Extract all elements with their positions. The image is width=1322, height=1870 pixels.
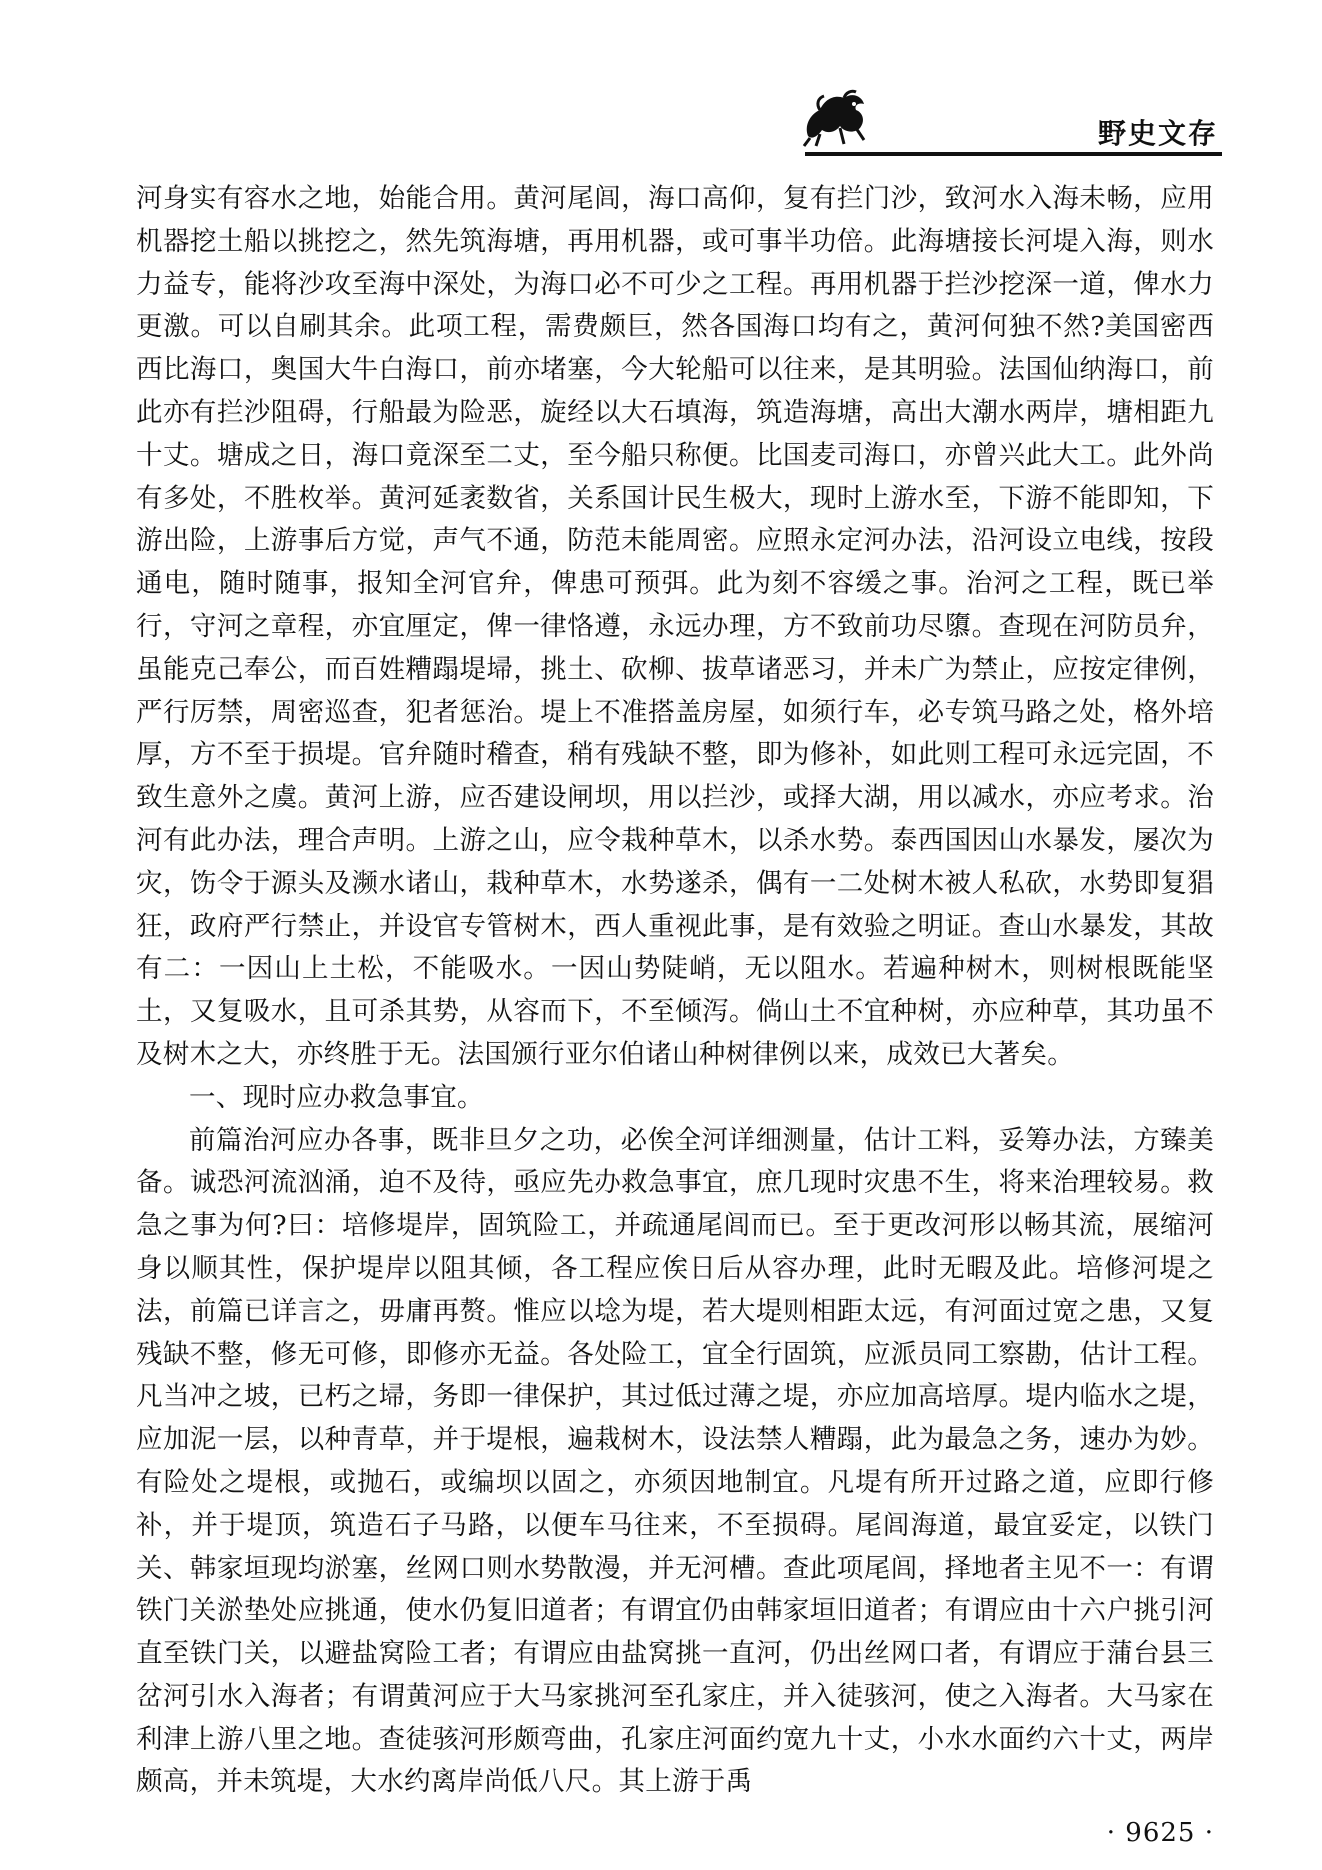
dragon-icon: [800, 88, 870, 150]
page-body: [136, 178, 1214, 1804]
header-rule: [805, 152, 1222, 156]
section-heading: 一、现时应办救急事宜。: [189, 1081, 484, 1113]
paragraph: 前篇治河应办各事，既非旦夕之功，必俟全河详细测量，估计工料，妥筹办法，方臻美备。诚恐河流汹涌，迫不及待，亟应先办救急事宜，庶几现时灾患不生，将来治理较易。救急之事为何?曰：培修堤岸，固筑险工，并疏通尾闾而已。至于更改河形以畅其流，展缩河身以顺其性，保护堤岸以阻其倾，各工程应俟日后从容办理，此时无暇及此。培修河堤之法，前篇已详言之，毋庸再赘。惟应以埝为堤，若大堤则相距太远，有河面过宽之患，又复残缺不整，修无可修，即修亦无益。各处险工，宜全行固筑，应派员同工察勘，估计工程。凡当冲之坡，已朽之埽，务即一律保护，其过低过薄之堤，亦应加高培厚。堤内临水之堤，应加泥一层，以种青草，并于堤根，遍栽树木，设法禁人糟蹋，此为最急之务，速办为妙。有险处之堤根，或抛石，或编坝以固之，亦须因地制宜。凡堤有所开过路之道，应即行修补，并于堤顶，筑造石子马路，以便车马往来，不至损碍。尾闾海道，最宜妥定，以铁门关、韩家垣现均淤塞，丝网口则水势散漫，并无河槽。查此项尾闾，择地者主见不一：有谓铁门关淤垫处应挑通，使水仍复旧道者；有谓宜仍由韩家垣旧道者；有谓应由十六户挑引河直至铁门关，以避盐窝险工者；有谓应由盐窝挑一直河，仍出丝网口者，有谓应于蒲台县三岔河引水入海者；有谓黄河应于大马家挑河至孔家庄，并入徒骇河，使之入海者。大马家在利津上游八里之地。查徒骇河形颇弯曲，孔家庄河面约宽九十丈，小水水面约六十丈，两岸颇高，并未筑堤，大水约离岸尚低八尺。其上游于禹: [136, 1124, 1214, 1798]
paragraph: 河身实有容水之地，始能合用。黄河尾闾，海口高仰，复有拦门沙，致河水入海未畅，应用机器挖土船以挑挖之，然先筑海塘，再用机器，或可事半功倍。此海塘接长河堤入海，则水力益专，能将沙攻至海中深处，为海口必不可少之工程。再用机器于拦沙挖深一道，俾水力更激。可以自刷其余。此项工程，需费颇巨，然各国海口均有之，黄河何独不然?美国密西西比海口，奥国大牛白海口，前亦堵塞，今大轮船可以往来，是其明验。法国仙纳海口，前此亦有拦沙阻碍，行船最为险恶，旋经以大石填海，筑造海塘，高出大潮水两岸，塘相距九十丈。塘成之日，海口竟深至二丈，至今船只称便。比国麦司海口，亦曾兴此大工。此外尚有多处，不胜枚举。黄河延袤数省，关系国计民生极大，现时上游水至，下游不能即知，下游出险，上游事后方觉，声气不通，防范未能周密。应照永定河办法，沿河设立电线，按段通电，随时随事，报知全河官弁，俾患可预弭。此为刻不容缓之事。治河之工程，既已举行，守河之章程，亦宜厘定，俾一律恪遵，永远办理，方不致前功尽隳。查现在河防员弁，虽能克己奉公，而百姓糟蹋堤埽，挑土、砍柳、拔草诸恶习，并未广为禁止，应按定律例，严行厉禁，周密巡查，犯者惩治。堤上不准搭盖房屋，如须行车，必专筑马路之处，格外培厚，方不至于损堤。官弁随时稽查，稍有残缺不整，即为修补，如此则工程可永远完固，不致生意外之虞。黄河上游，应否建设闸坝，用以拦沙，或择大湖，用以减水，亦应考求。治河有此办法，理合声明。上游之山，应令栽种草木，以杀水势。泰西国因山水暴发，屡次为灾，饬令于源头及濒水诸山，栽种草木，水势遂杀，偶有一二处树木被人私砍，水势即复猖狂，政府严行禁止，并设官专管树木，西人重视此事，是有效验之明证。查山水暴发，其故有二：一因山上土松，不能吸水。一因山势陡峭，无以阻水。若遍种树木，则树根既能坚土，又复吸水，且可杀其势，从容而下，不至倾泻。倘山土不宜种树，亦应种草，其功虽不及树木之大，亦终胜于无。法国颁行亚尔伯诸山种树律例以来，成效已大著矣。: [136, 183, 1214, 1070]
page-header: [0, 0, 1322, 180]
page-number: · 9625 ·: [1106, 1818, 1214, 1848]
series-title: 野史文存: [1097, 117, 1218, 150]
